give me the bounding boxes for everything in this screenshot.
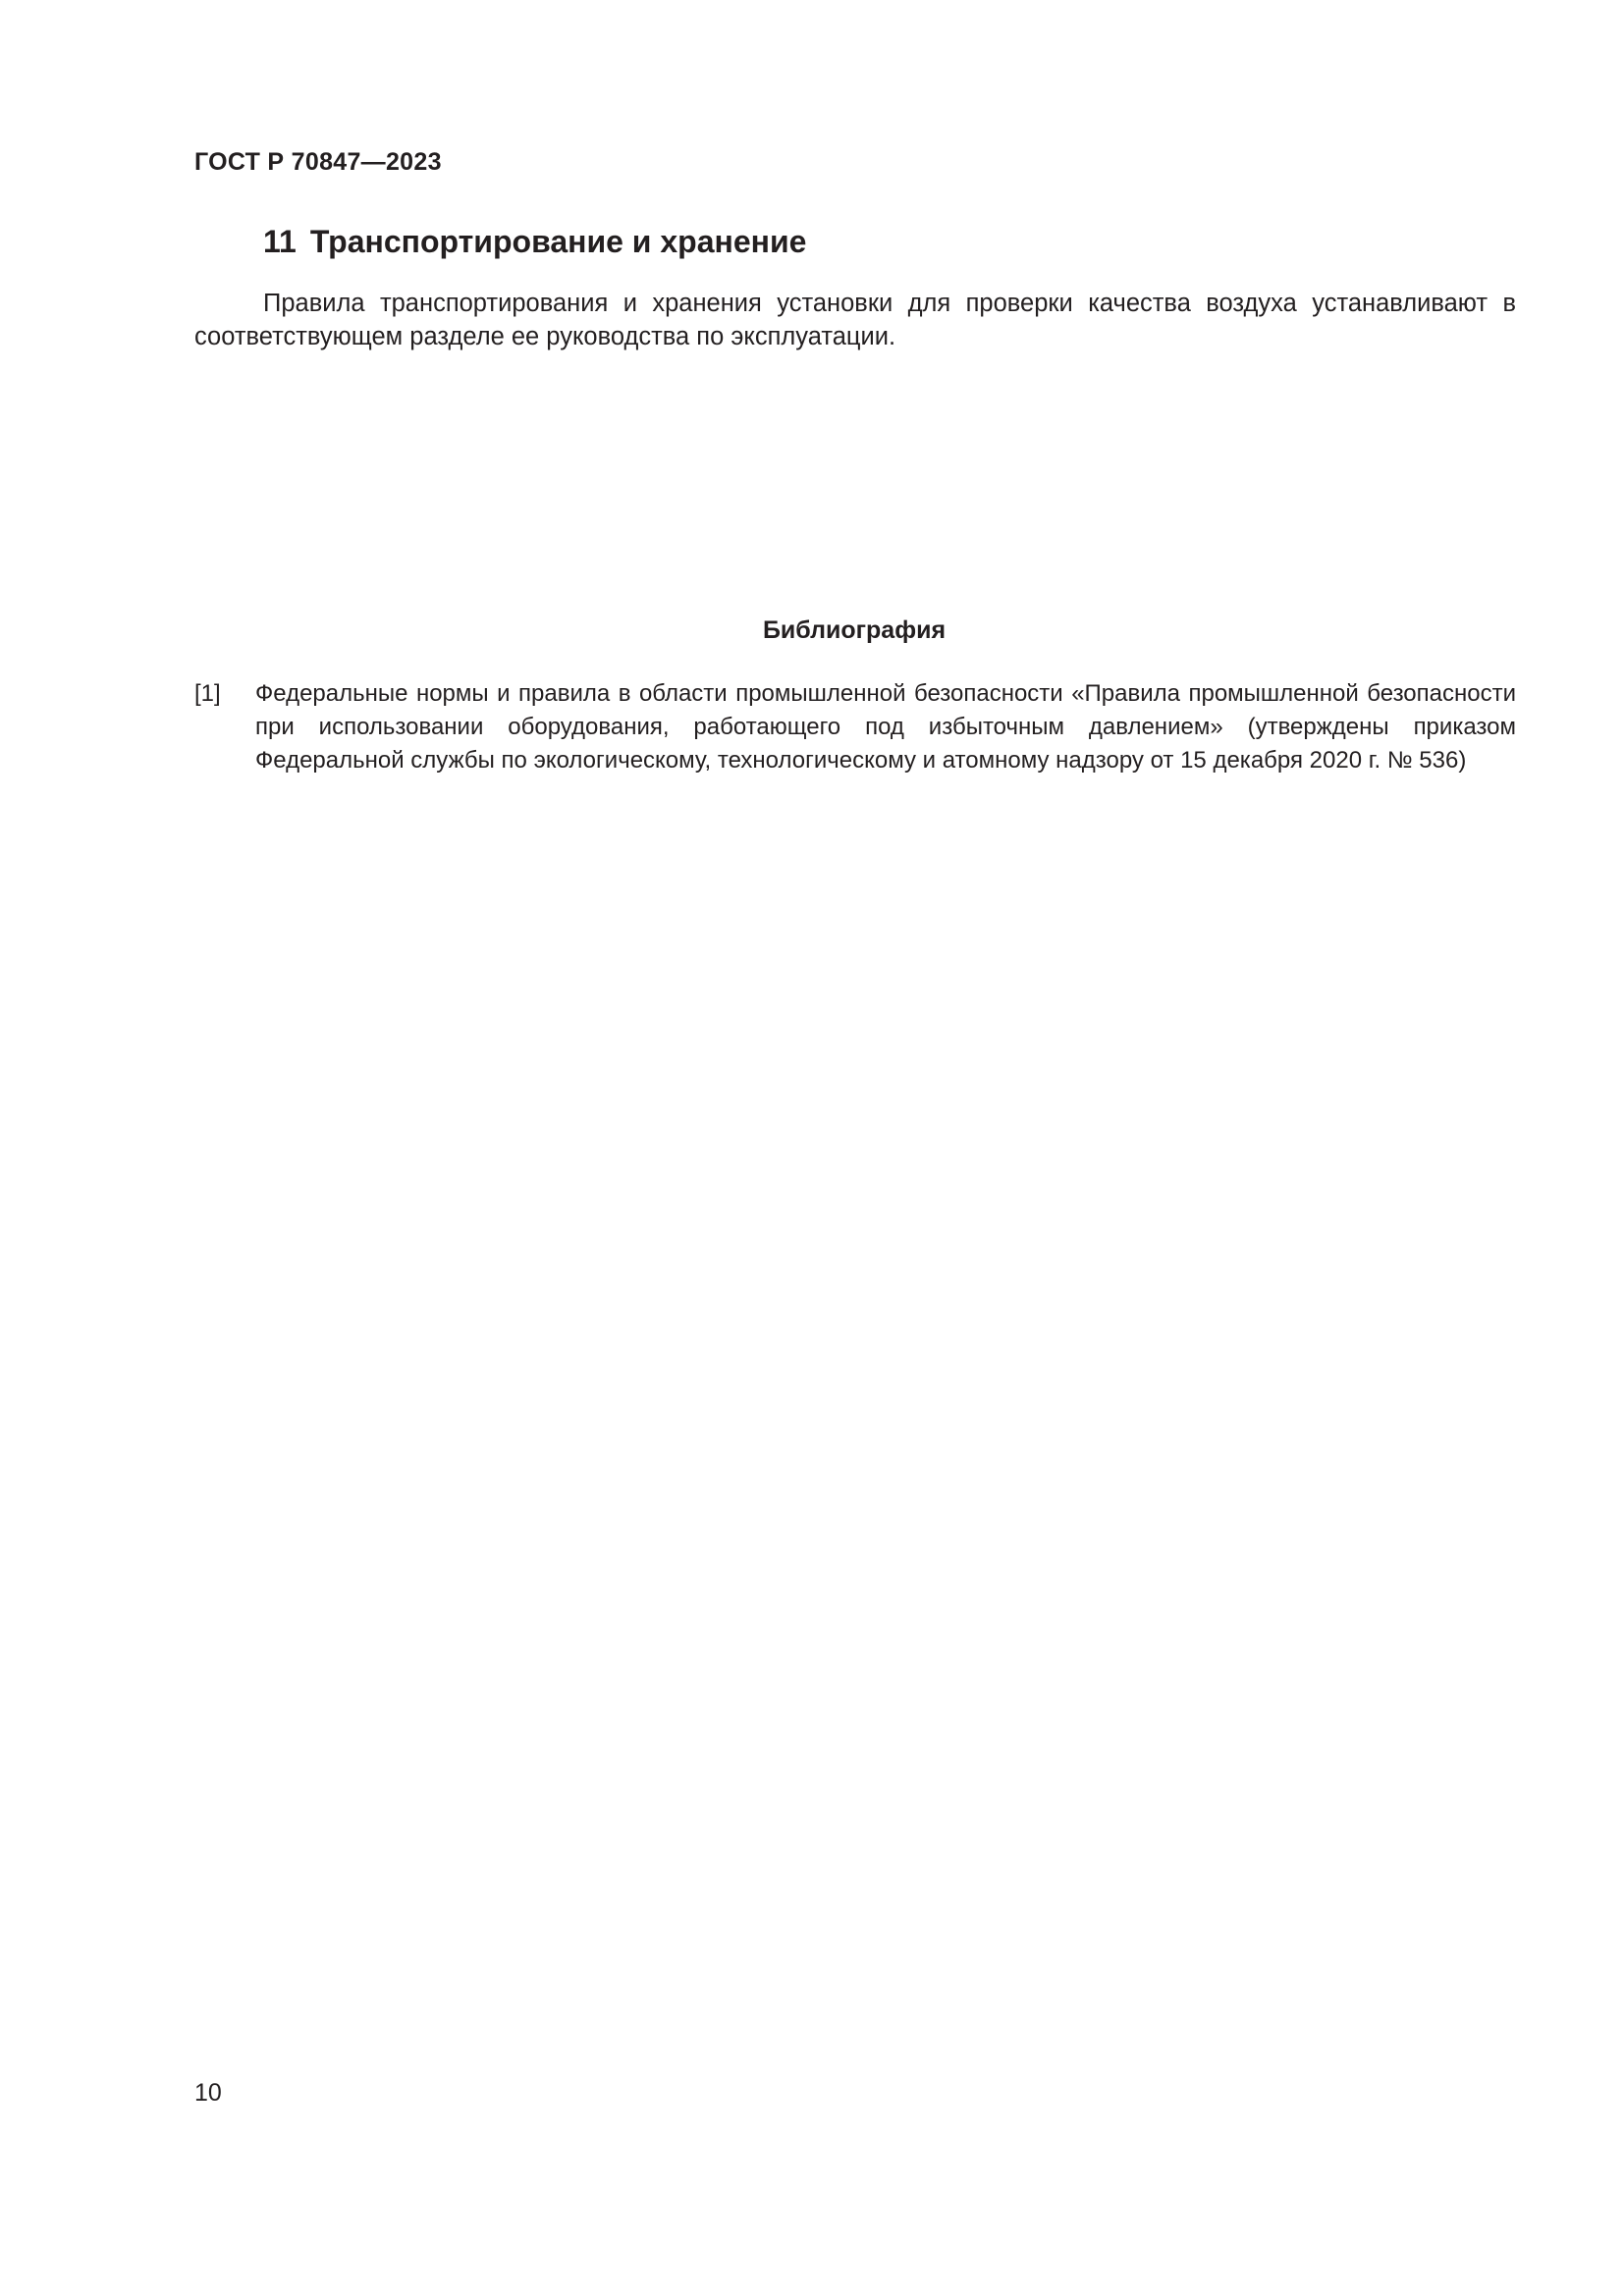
bibliography-entry-number: [1]	[194, 680, 221, 707]
section-heading	[263, 224, 806, 260]
bibliography-entry-text: Федеральные нормы и правила в области промышленной безопасности «Правила промышленной безопасности при использовании оборудования, работающего под избыточным давлением» (утверждены приказом Федеральной службы по экологическому, технологическому и атомному надзору от 15 декабря 2020 г. № 536)	[255, 680, 1516, 774]
page-number: 10	[194, 2079, 222, 2107]
section-number: 11	[263, 224, 297, 259]
section-title: Транспортирование и хранение	[309, 224, 807, 259]
document-header: ГОСТ Р 70847—2023	[194, 148, 442, 176]
bibliography-title: Библиография	[762, 616, 947, 644]
section-paragraph: Правила транспортирования и хранения установки для проверки качества воздуха устанавливают в соответствующем разделе ее руководства по эксплуатации.	[194, 290, 1516, 350]
